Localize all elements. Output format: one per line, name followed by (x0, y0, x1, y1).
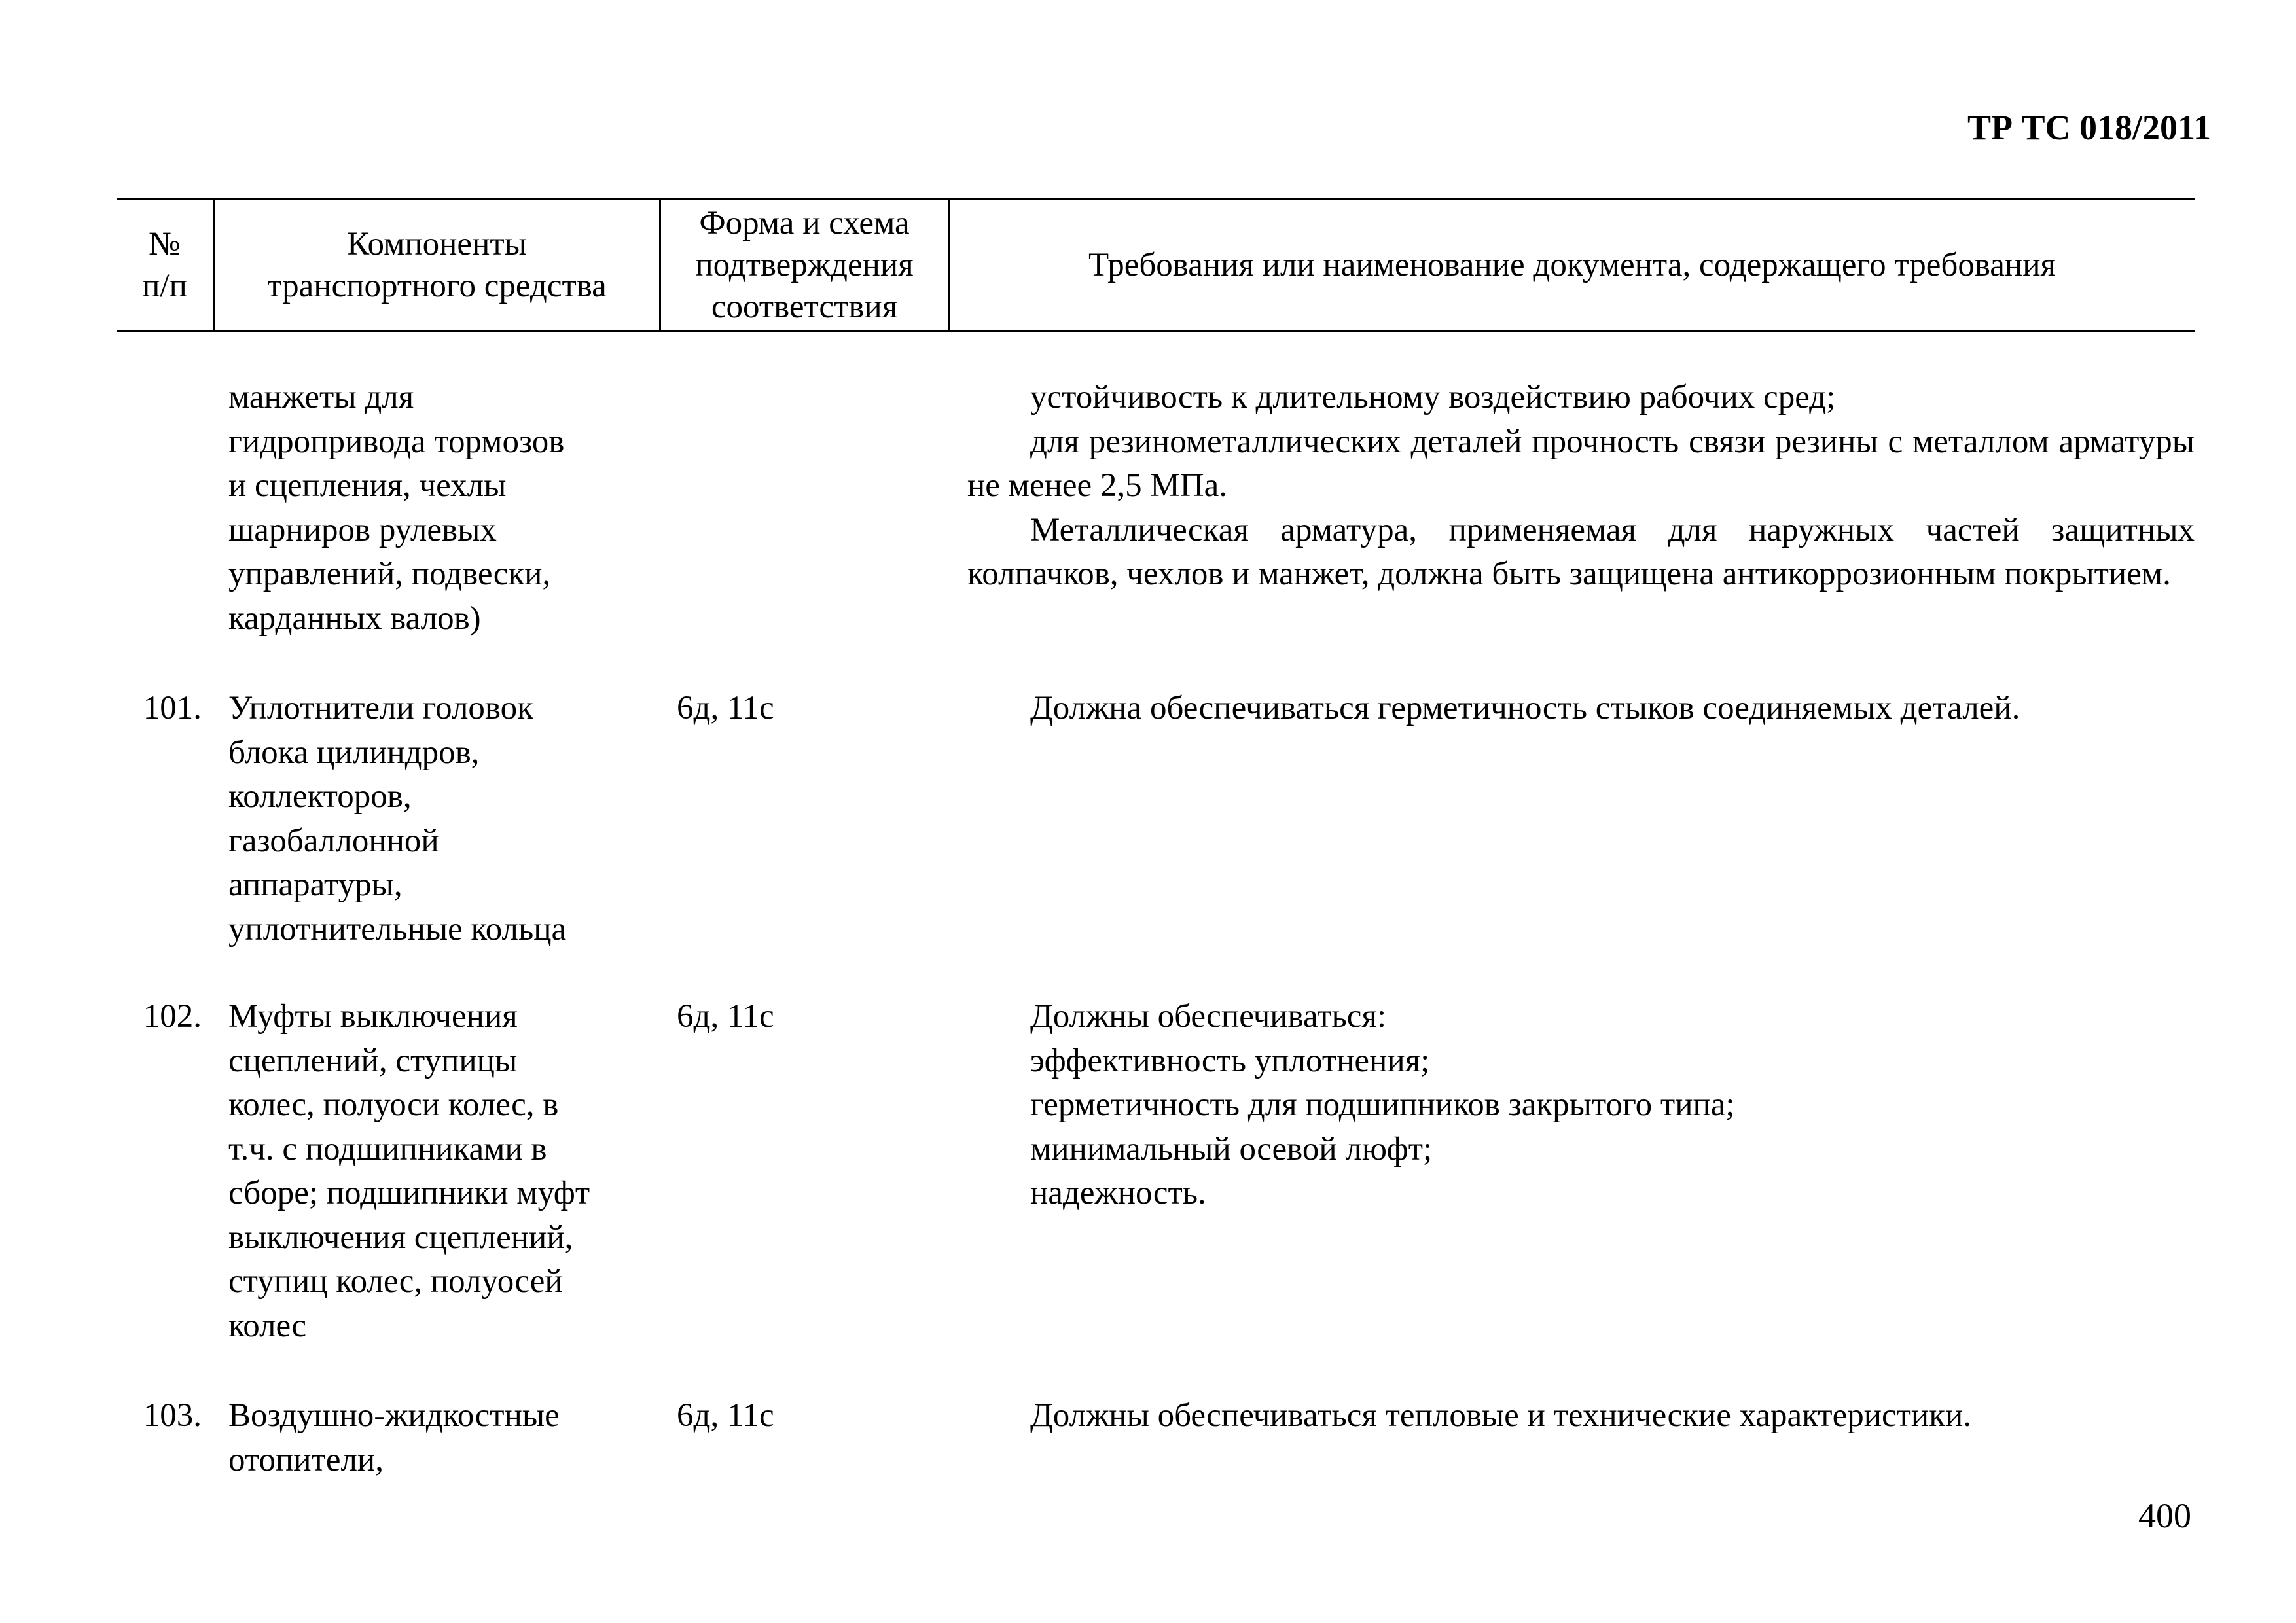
requirement-paragraph: Должны обеспечиваться тепловые и технические характеристики. (1030, 1397, 1972, 1434)
requirements-cell (967, 687, 2195, 731)
requirement-paragraph: герметичность для подшипников закрытого типа; (1030, 1086, 1735, 1123)
form-cell: 6д, 11с (677, 690, 774, 726)
row-number: 103. (143, 1397, 202, 1434)
requirement-paragraph: надежность. (1030, 1175, 1206, 1211)
requirements-cell (967, 995, 2195, 1216)
page-number: 400 (2138, 1496, 2191, 1535)
form-cell: 6д, 11с (677, 1397, 774, 1434)
requirement-paragraph: минимальный осевой люфт; (1030, 1130, 1433, 1168)
component-cell: Уплотнители головок блока цилиндров, коллекторов, газобаллонной аппаратуры, уплотнительные кольца (228, 690, 567, 948)
header-form: Форма и схема подтверждения соответствия (695, 205, 914, 325)
requirement-paragraph: для резинометаллических деталей прочность связи резины с металлом арматуры не менее 2,5 МПа. (967, 423, 2195, 504)
component-cell: Муфты выключения сцеплений, ступицы колес, полуоси колес, в т.ч. с подшипниками в сборе; подшипники муфт выключения сцеплений, ступиц колес, полуосей колес (228, 998, 590, 1344)
requirement-paragraph: эффективность уплотнения; (1030, 1042, 1430, 1079)
form-cell: 6д, 11с (677, 998, 774, 1035)
requirements-cell (967, 376, 2195, 597)
table-header-bottom-rule (117, 330, 2195, 332)
header-component: Компоненты транспортного средства (267, 226, 607, 304)
header-requirements: Требования или наименование документа, содержащего требования (1088, 247, 2056, 283)
component-cell: Воздушно-жидкостные отопители, (228, 1397, 560, 1478)
row-number: 101. (143, 690, 202, 726)
requirement-paragraph: устойчивость к длительному воздействию рабочих сред; (1030, 379, 1836, 416)
requirements-cell (967, 1394, 2195, 1438)
row-number: 102. (143, 998, 202, 1035)
component-cell: манжеты для гидропривода тормозов и сцепления, чехлы шарниров рулевых управлений, подвески, карданных валов) (228, 379, 565, 637)
requirement-paragraph: Должна обеспечиваться герметичность стыков соединяемых деталей. (1030, 690, 2020, 726)
document-code: ТР ТС 018/2011 (1967, 108, 2211, 147)
header-number: № п/п (142, 226, 187, 304)
requirement-paragraph: Металлическая арматура, применяемая для наружных частей защитных колпачков, чехлов и манжет, должна быть защищена антикоррозионным покрытием. (967, 511, 2195, 592)
requirement-paragraph: Должны обеспечиваться: (1030, 998, 1387, 1035)
